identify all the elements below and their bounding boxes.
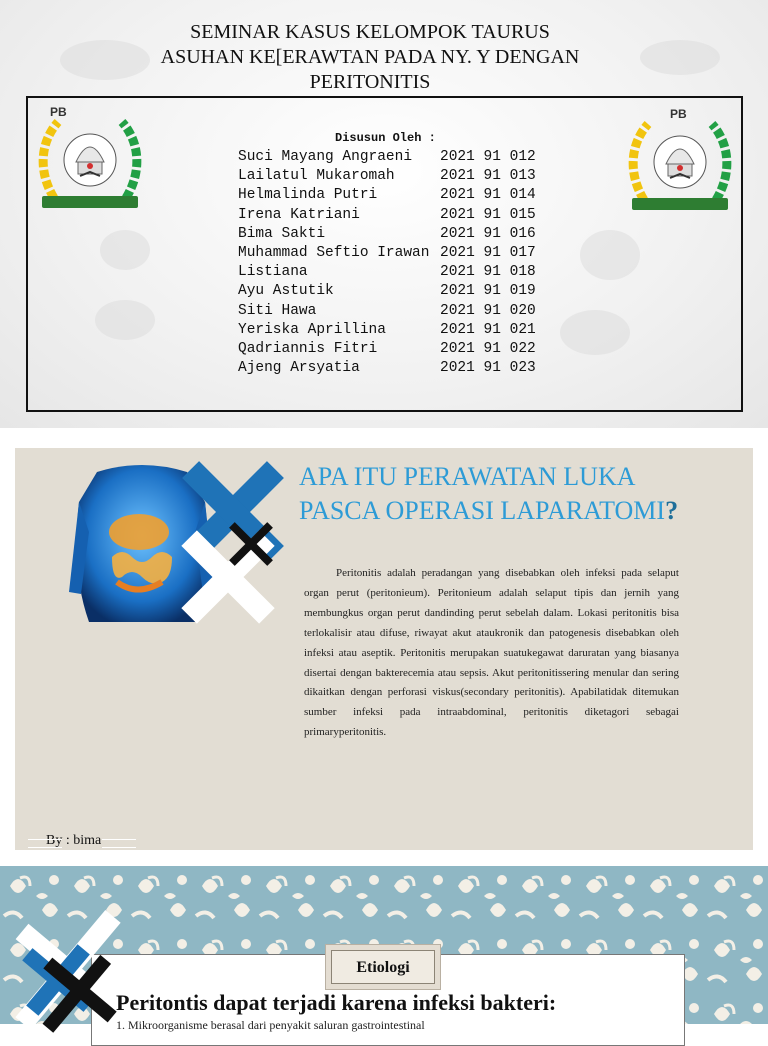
slide-etiology: [0, 866, 768, 1032]
member-row: [238, 302, 538, 321]
compiled-by-label: Disusun Oleh :: [335, 131, 436, 145]
author-text: By : bima: [46, 833, 102, 848]
decorative-cross-icon: [173, 462, 288, 632]
member-name: Yeriska Aprillina: [238, 321, 386, 338]
member-row: [238, 263, 538, 282]
definition-title-mark: ?: [665, 496, 679, 525]
logo-text: PB: [50, 105, 67, 119]
member-id: 2021 91 022: [440, 340, 536, 357]
organization-logo-icon: [626, 104, 734, 216]
member-id: 2021 91 023: [440, 360, 536, 377]
member-row: [238, 186, 538, 205]
member-name: Lailatul Mukaromah: [238, 168, 395, 185]
definition-title: [299, 460, 719, 528]
author-credit: [46, 833, 101, 849]
member-id: 2021 91 015: [440, 206, 536, 223]
member-row: [238, 340, 538, 359]
logo-text: PB: [670, 107, 687, 121]
member-row: [238, 206, 538, 225]
slide-definition: [15, 448, 753, 850]
member-id: 2021 91 012: [440, 149, 536, 165]
etiology-heading: Peritontis dapat terjadi karena infeksi bakteri:: [116, 990, 557, 1015]
member-name: Listiana: [238, 264, 308, 281]
etiology-tab: [325, 944, 441, 990]
cover-title: [0, 20, 740, 95]
organization-logo-icon: [36, 102, 144, 214]
member-id: 2021 91 018: [440, 264, 536, 281]
member-id: 2021 91 014: [440, 187, 536, 204]
member-row: [238, 225, 538, 244]
member-name: Ajeng Arsyatia: [238, 360, 360, 377]
member-id: 2021 91 021: [440, 321, 536, 338]
member-name: Irena Katriani: [238, 206, 360, 223]
member-id: 2021 91 013: [440, 168, 536, 185]
member-name: Qadriannis Fitri: [238, 340, 378, 357]
member-id: 2021 91 019: [440, 283, 536, 300]
member-list: [238, 148, 538, 378]
member-id: 2021 91 017: [440, 244, 536, 261]
etiology-tab-label: Etiologi: [331, 950, 435, 984]
member-row: [238, 282, 538, 301]
member-name: Bima Sakti: [238, 225, 326, 242]
member-name: Suci Mayang Angraeni: [238, 149, 413, 165]
member-name: Siti Hawa: [238, 302, 317, 319]
etiology-list-item: 1. Mikroorganisme berasal dari penyakit saluran gastrointestinal: [116, 1018, 425, 1032]
member-name: Helmalinda Putri: [238, 187, 378, 204]
member-row: [238, 167, 538, 186]
member-row: [238, 359, 538, 378]
member-id: 2021 91 020: [440, 302, 536, 319]
cover-title-line: SEMINAR KASUS KELOMPOK TAURUS: [190, 21, 550, 43]
cover-title-line: ASUHAN KE[ERAWTAN PADA NY. Y DENGAN: [160, 46, 580, 68]
cover-title-line: PERITONITIS: [309, 71, 431, 93]
author-line-decoration: [28, 839, 62, 848]
slide-cover: [0, 0, 768, 428]
author-line-decoration: [102, 839, 136, 848]
member-row: [238, 148, 538, 167]
definition-title-text: APA ITU PERAWATAN LUKA PASCA OPERASI LAPARATOMI: [299, 462, 666, 525]
definition-paragraph: Peritonitis adalah peradangan yang disebabkan oleh infeksi pada selaput organ perut (peritonieum). Peritonieum adalah selaput tipis dan jernih yang membungkus organ perut dandinding perut sebelah dalam. Lokasi peritonitis bisa terlokalisir atau difuse, riwayat akut ataukronik dan patogenesis disebabkan oleh infeksi atau aseptik. Peritonitis merupakan suatukegawat daruratan yang biasanya disertai dengan bakterecemia atau sepsis. Akut peritonitissering menular dan sering dikaitkan dengan perforasi viskus(secondary peritonitis). Apabilatidak ditemukan sumber infeksi pada intraabdominal, peritonitis diketagori sebagai primaryperitonitis.: [304, 567, 679, 739]
member-row: [238, 321, 538, 340]
decorative-cross-icon: [18, 910, 118, 1030]
member-row: [238, 244, 538, 263]
member-name: Ayu Astutik: [238, 283, 334, 300]
member-id: 2021 91 016: [440, 225, 536, 242]
member-name: Muhammad Seftio Irawan: [238, 244, 430, 261]
